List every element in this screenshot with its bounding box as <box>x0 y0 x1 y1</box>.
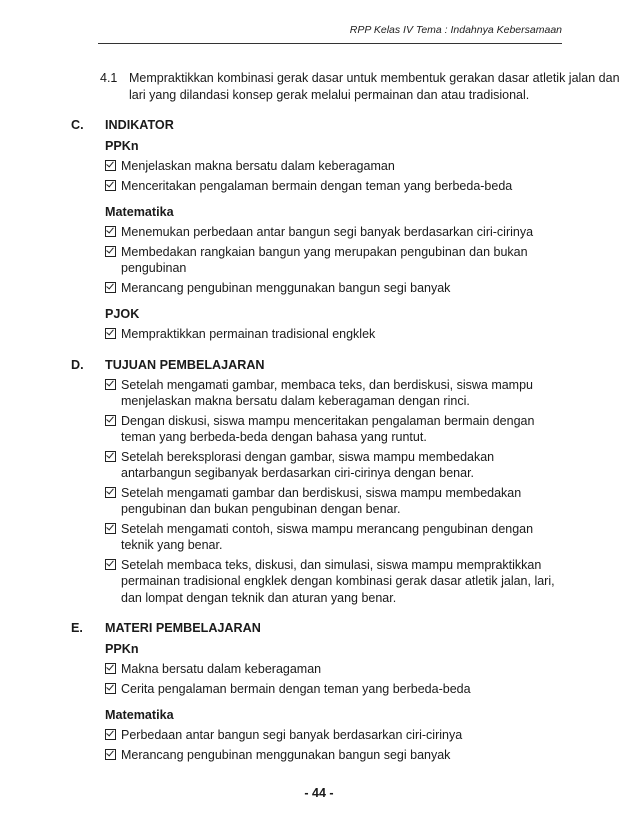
item-text: Merancang pengubinan menggunakan bangun segi banyak <box>121 747 451 762</box>
item-text: Setelah mengamati gambar, membaca teks, dan berdiskusi, siswa mampu menjelaskan makna bersatu dalam keberagaman dengan rinci. <box>121 377 533 408</box>
checklist-item <box>0 557 638 607</box>
checkbox-icon <box>105 180 116 191</box>
section-title: MATERI PEMBELAJARAN <box>105 621 261 635</box>
checkbox-icon <box>105 328 116 339</box>
checklist-item <box>0 681 638 698</box>
checkbox-icon <box>105 729 116 740</box>
section-indikator <box>0 117 638 343</box>
checkbox-icon <box>105 160 116 171</box>
item-text: Menemukan perbedaan antar bangun segi banyak berdasarkan ciri-cirinya <box>121 225 534 239</box>
item-text: Setelah bereksplorasi dengan gambar, siswa mampu membedakan antarbangun segibanyak berdasarkan ciri-cirinya dengan benar. <box>121 449 495 480</box>
checklist-item <box>0 224 638 241</box>
item-text: Membedakan rangkaian bangun yang merupakan pengubinan dan bukan pengubinan <box>121 244 528 275</box>
header-rule <box>98 43 562 44</box>
section-tujuan <box>0 357 638 607</box>
item-text: Merancang pengubinan menggunakan bangun segi banyak <box>121 280 451 295</box>
item-text: Mempraktikkan permainan tradisional engklek <box>121 327 376 341</box>
subject-heading-ppkn: PPKn <box>105 642 139 656</box>
checkbox-icon <box>105 226 116 237</box>
checklist-item <box>0 449 638 482</box>
item-text: Setelah membaca teks, diskusi, dan simulasi, siswa mampu mempraktikkan permainan tradisional engklek dengan kombinasi gerak dasar atletik jalan, lari, dan lompat dengan teknik dan aturan yang benar. <box>121 557 555 605</box>
section-title: INDIKATOR <box>105 118 174 132</box>
checklist-item <box>0 377 638 410</box>
checklist-item <box>0 280 638 297</box>
checklist-item <box>0 485 638 518</box>
item-text: Cerita pengalaman bermain dengan teman yang berbeda-beda <box>121 681 471 696</box>
page-number: - 44 - <box>304 786 334 800</box>
checkbox-icon <box>105 683 116 694</box>
section-title: TUJUAN PEMBELAJARAN <box>105 357 265 372</box>
checklist-item <box>0 661 638 678</box>
item-text: Setelah mengamati gambar dan berdiskusi, siswa mampu membedakan pengubinan dan bukan pengubinan dengan benar. <box>121 485 522 516</box>
checklist-item <box>0 178 638 195</box>
checkbox-icon <box>105 415 116 426</box>
section-materi <box>0 620 638 763</box>
checkbox-icon <box>105 749 116 760</box>
subject-heading-pjok: PJOK <box>105 307 140 321</box>
checklist-item <box>0 326 638 343</box>
item-text: Makna bersatu dalam keberagaman <box>121 662 322 676</box>
checklist-item <box>0 727 638 744</box>
checkbox-icon <box>105 487 116 498</box>
checklist-item <box>0 521 638 554</box>
item-text: Setelah mengamati contoh, siswa mampu merancang pengubinan dengan teknik yang benar. <box>121 521 534 552</box>
competency-text: Mempraktikkan kombinasi gerak dasar untuk membentuk gerakan dasar atletik jalan dan lari yang dilandasi konsep gerak melalui permainan dan atau tradisional. <box>129 71 620 102</box>
checkbox-icon <box>105 379 116 390</box>
checklist-item <box>0 413 638 446</box>
subject-heading-matematika: Matematika <box>105 708 174 722</box>
checkbox-icon <box>105 523 116 534</box>
section-heading <box>0 357 638 374</box>
running-header: RPP Kelas IV Tema : Indahnya Kebersamaan <box>349 24 562 36</box>
section-letter: C. <box>71 118 84 132</box>
competency-item <box>0 70 638 103</box>
competency-number: 4.1 <box>100 71 118 85</box>
item-text: Dengan diskusi, siswa mampu menceritakan pengalaman bermain dengan teman yang berbeda-beda dengan bahasa yang runtut. <box>121 413 535 444</box>
subject-heading-ppkn: PPKn <box>105 139 139 153</box>
checklist-item <box>0 244 638 277</box>
section-heading <box>0 117 638 134</box>
checklist-item <box>0 747 638 764</box>
checklist-item <box>0 158 638 175</box>
section-letter: E. <box>71 621 83 635</box>
checkbox-icon <box>105 451 116 462</box>
checkbox-icon <box>105 246 116 257</box>
item-text: Menjelaskan makna bersatu dalam keberagaman <box>121 159 395 173</box>
checkbox-icon <box>105 282 116 293</box>
checkbox-icon <box>105 663 116 674</box>
subject-heading-matematika: Matematika <box>105 205 174 219</box>
checkbox-icon <box>105 559 116 570</box>
item-text: Menceritakan pengalaman bermain dengan teman yang berbeda-beda <box>121 178 513 193</box>
page-content <box>0 70 638 763</box>
section-letter: D. <box>71 357 84 372</box>
item-text: Perbedaan antar bangun segi banyak berdasarkan ciri-cirinya <box>121 728 463 742</box>
section-heading <box>0 620 638 637</box>
